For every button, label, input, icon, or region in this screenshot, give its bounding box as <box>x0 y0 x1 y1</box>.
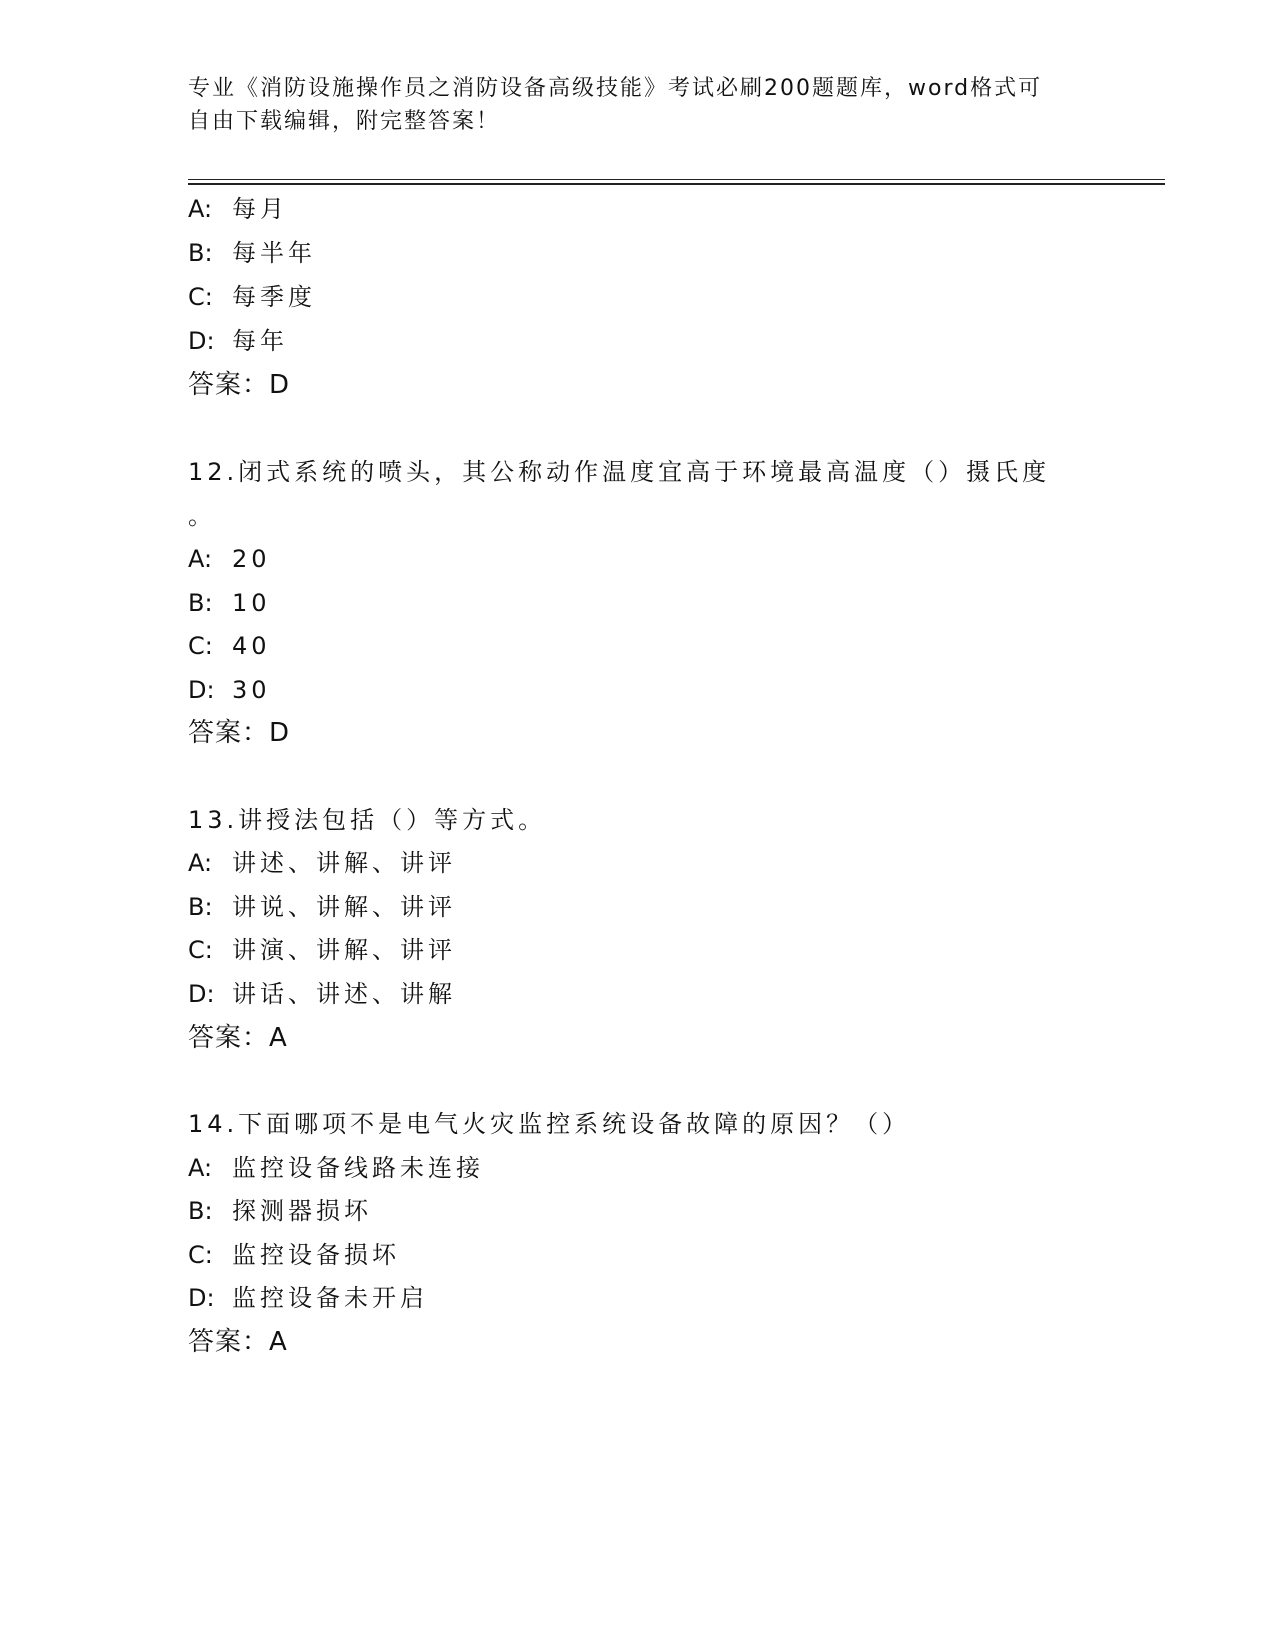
q14-option-a: A: 监控设备线路未连接 <box>188 1154 484 1182</box>
q12-answer: 答案：D <box>188 718 291 748</box>
header-rule-thick <box>188 183 1165 185</box>
document-header <box>188 72 1088 138</box>
q11-option-c: C: 每季度 <box>188 283 316 311</box>
q11-option-b: B: 每半年 <box>188 239 316 267</box>
q11-option-a: A: 每月 <box>188 195 288 223</box>
q13-option-a: A: 讲述、讲解、讲评 <box>188 849 456 877</box>
q11-answer: 答案：D <box>188 370 291 400</box>
q14-answer: 答案：A <box>188 1327 288 1357</box>
header-line-1: 专业《消防设施操作员之消防设备高级技能》考试必刷200题题库，word格式可 <box>188 76 1043 101</box>
q13-option-d: D: 讲话、讲述、讲解 <box>188 980 456 1008</box>
q11-option-d: D: 每年 <box>188 327 288 355</box>
q12-option-c: C: 40 <box>188 632 271 660</box>
q12-question-line-1: 12.闭式系统的喷头，其公称动作温度宜高于环境最高温度（）摄氏度 <box>188 458 1051 486</box>
q14-option-b: B: 探测器损坏 <box>188 1197 372 1225</box>
q13-question: 13.讲授法包括（）等方式。 <box>188 806 547 834</box>
q12-option-d: D: 30 <box>188 676 271 704</box>
q14-question: 14.下面哪项不是电气火灾监控系统设备故障的原因？（） <box>188 1110 911 1138</box>
q12-option-a: A: 20 <box>188 545 271 573</box>
header-rule-thin <box>188 179 1165 180</box>
header-line-2: 自由下载编辑，附完整答案！ <box>188 109 501 134</box>
q13-option-c: C: 讲演、讲解、讲评 <box>188 936 456 964</box>
q14-option-c: C: 监控设备损坏 <box>188 1241 400 1269</box>
q14-option-d: D: 监控设备未开启 <box>188 1284 428 1312</box>
q12-option-b: B: 10 <box>188 589 271 617</box>
q13-answer: 答案：A <box>188 1023 288 1053</box>
q12-question-line-2: 。 <box>188 502 216 530</box>
q13-option-b: B: 讲说、讲解、讲评 <box>188 893 456 921</box>
